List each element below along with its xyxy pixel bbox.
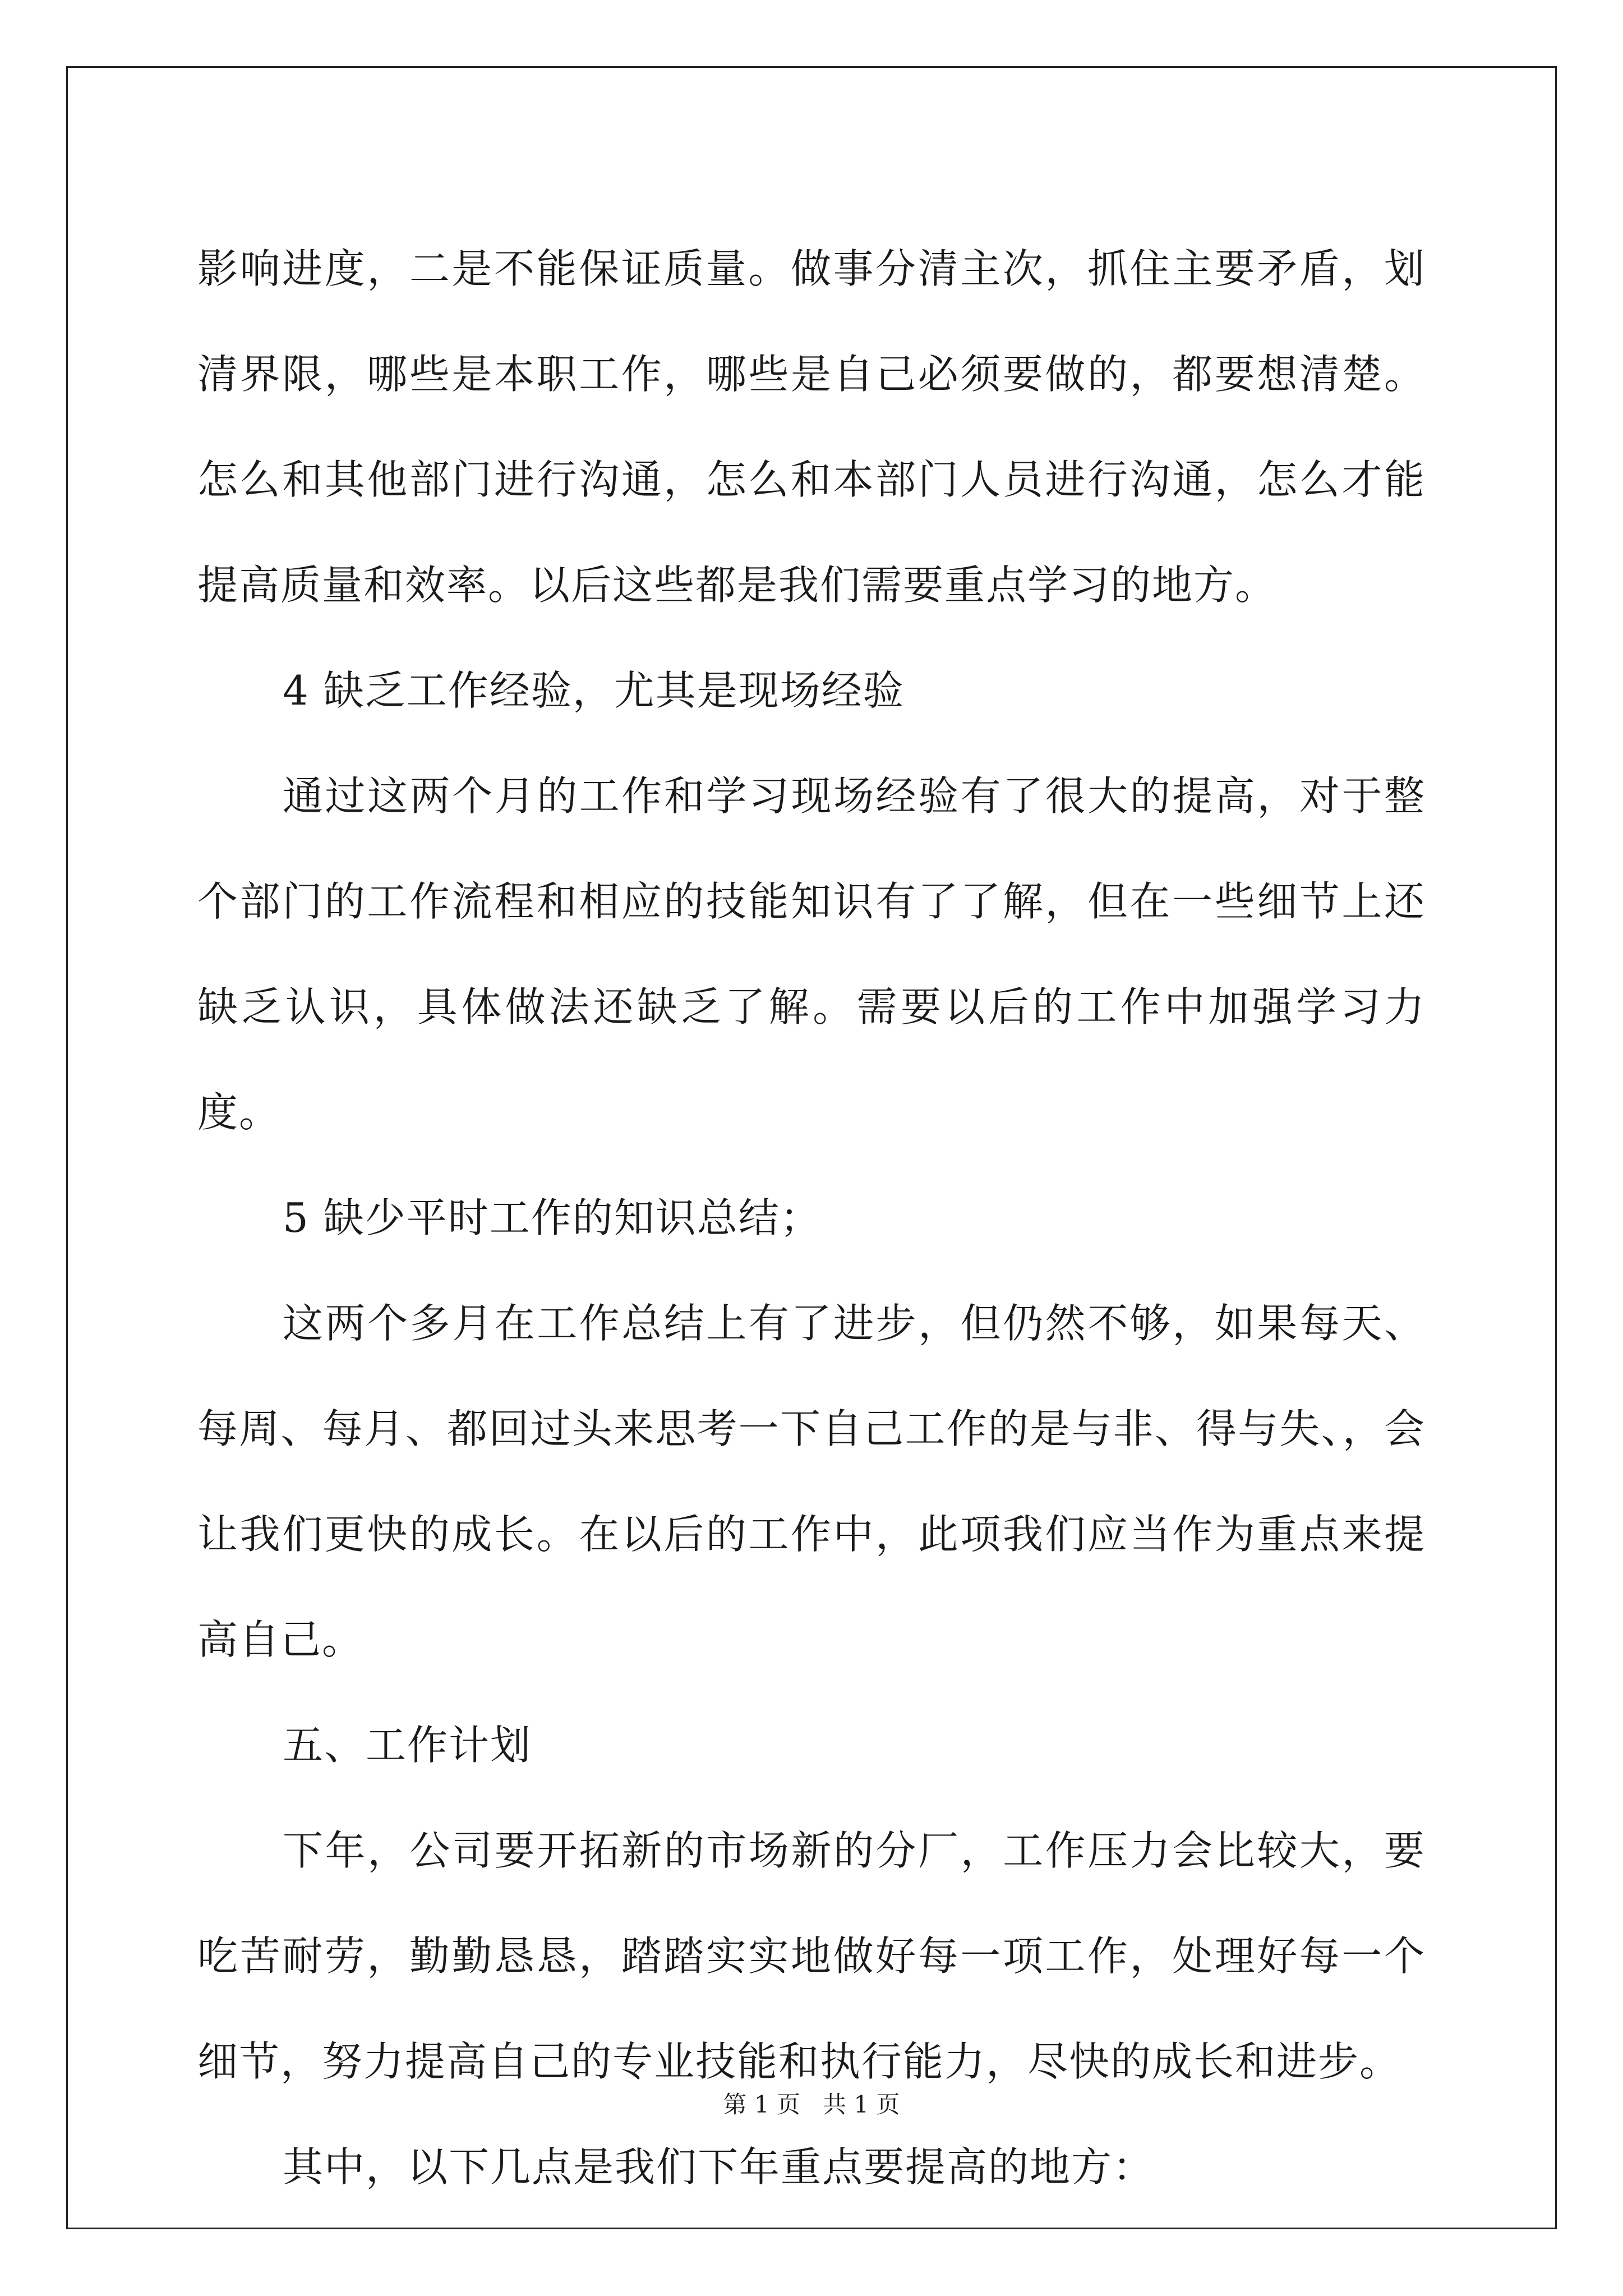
heading-work-plan: 五、工作计划 xyxy=(283,1722,532,1769)
paragraph-experience: 通过这两个月的工作和学习现场经验有了很大的提高，对于整个部门的工作流程和相应的技能知识有了了解，但在一些细节上还缺乏认识，具体做法还缺乏了解。需要以后的工作中加强学习力度。 xyxy=(197,772,1426,1136)
paragraph-key-points: 其中，以下几点是我们下年重点要提高的地方： xyxy=(283,2143,1155,2191)
paragraph-summary: 这两个多月在工作总结上有了进步，但仍然不够，如果每天、每周、每月、都回过头来思考一下自己工作的是与非、得与失、，会让我们更快的成长。在以后的工作中，此项我们应当作为重点来提高自己。 xyxy=(197,1300,1426,1663)
heading-lack-experience: 4 缺乏工作经验，尤其是现场经验 xyxy=(283,667,905,714)
document-body xyxy=(197,216,1426,2220)
paragraph-continuation: 影响进度，二是不能保证质量。做事分清主次，抓住主要矛盾，划清界限，哪些是本职工作，哪些是自己必须要做的，都要想清楚。怎么和其他部门进行沟通，怎么和本部门人员进行沟通，怎么才能提高质量和效率。以后这些都是我们需要重点学习的地方。 xyxy=(197,245,1426,609)
heading-lack-summary: 5 缺少平时工作的知识总结； xyxy=(283,1194,822,1241)
paragraph-work-plan: 下年，公司要开拓新的市场新的分厂，工作压力会比较大，要吃苦耐劳，勤勤恳恳，踏踏实实地做好每一项工作，处理好每一个细节，努力提高自己的专业技能和执行能力，尽快的成长和进步。 xyxy=(197,1827,1426,2085)
page-number-footer: 第 1 页 共 1 页 xyxy=(723,2091,900,2118)
